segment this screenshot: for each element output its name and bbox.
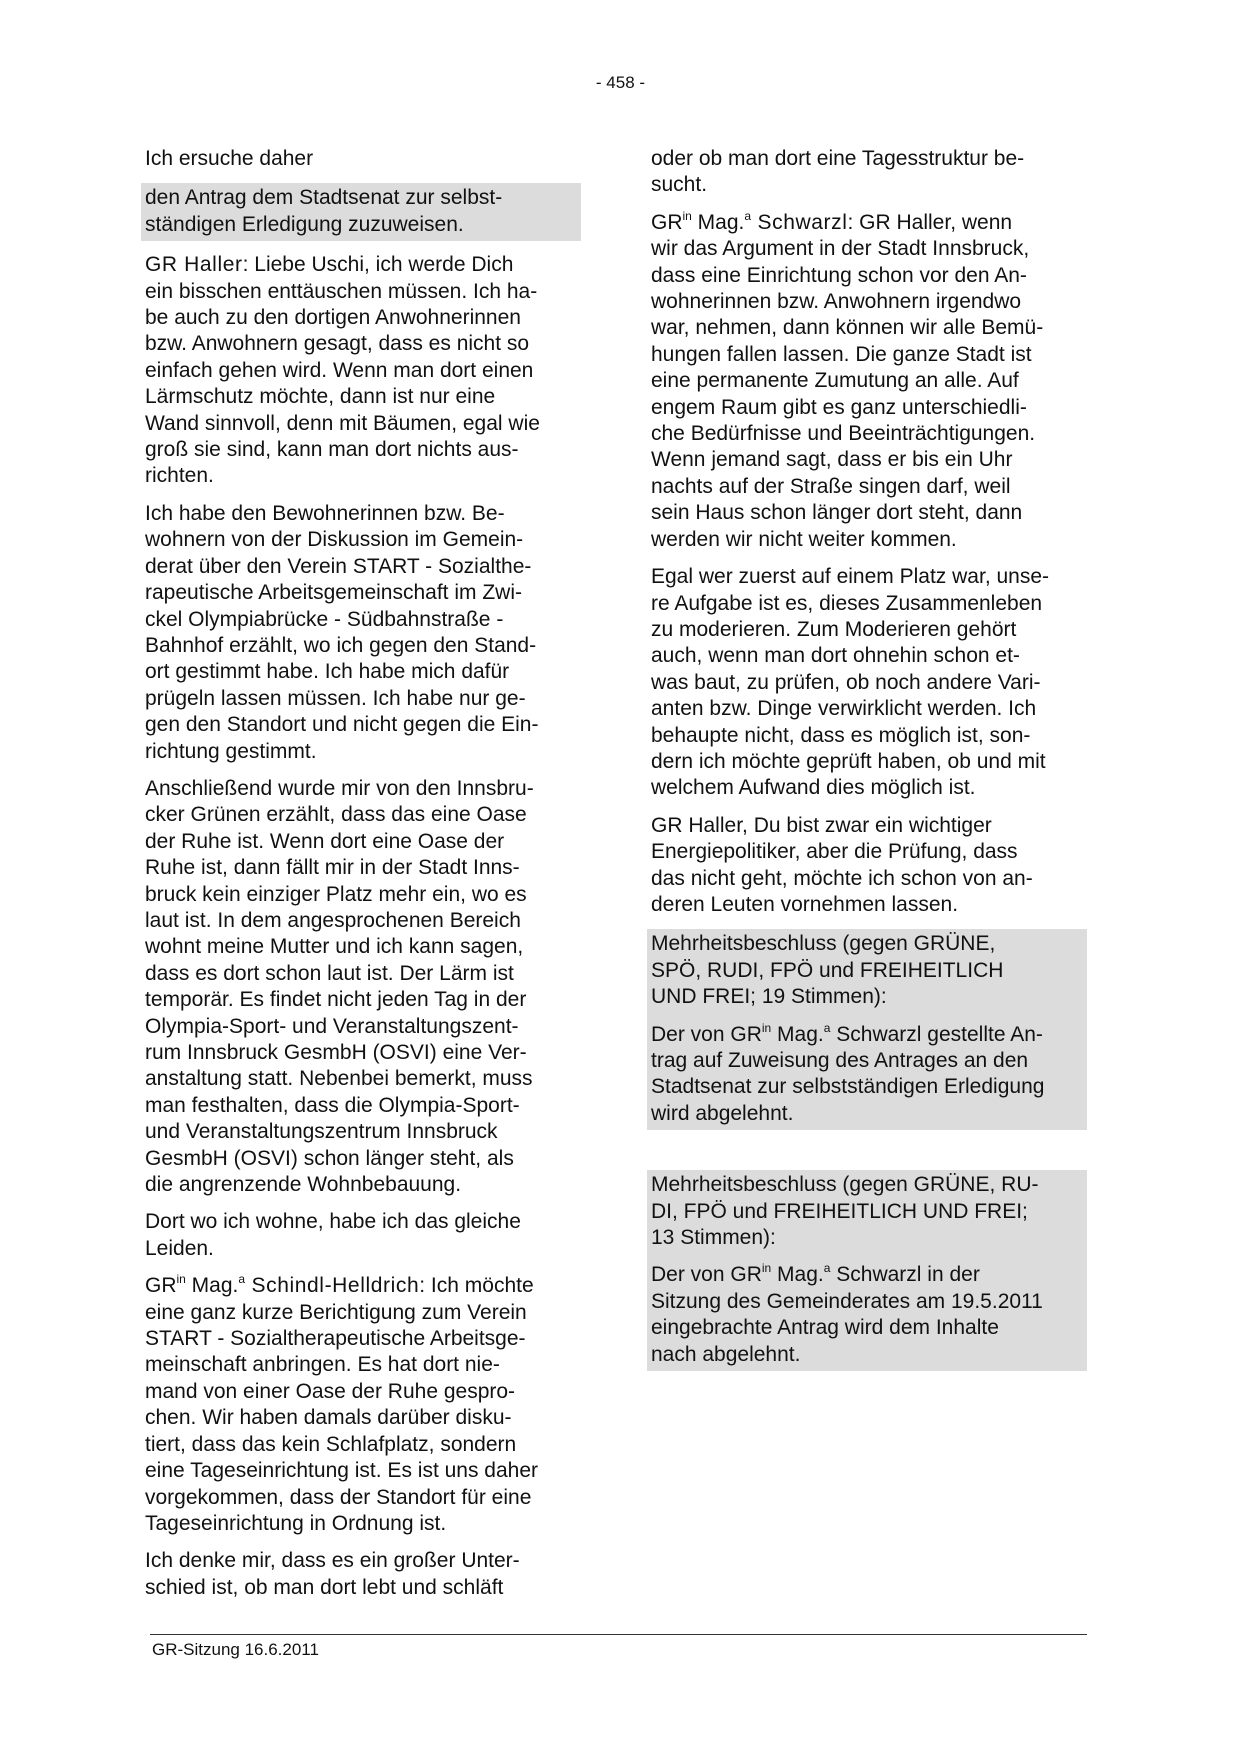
title-sup: in — [682, 208, 692, 223]
text-line: sein Haus schon länger dort steht, dann — [651, 501, 1023, 525]
text-line: UND FREI; 19 Stimmen): — [651, 985, 887, 1009]
page-number: - 458 - — [595, 73, 646, 92]
text-line: eine ganz kurze Berichtigung zum Verein — [145, 1300, 527, 1324]
text-line: eine permanente Zumutung an alle. Auf — [651, 369, 1019, 393]
text-line: Sitzung des Gemeinderates am 19.5.2011 — [651, 1289, 1043, 1313]
text-line: behaupte nicht, dass es möglich ist, son- — [651, 723, 1031, 747]
title-mag: Mag. — [691, 210, 745, 234]
intro-line: Ich ersuche daher — [145, 147, 314, 170]
motion-line-1: den Antrag dem Stadtsenat zur selbst- — [145, 186, 503, 210]
text-line: groß sie sind, kann man dort nichts aus- — [145, 438, 519, 462]
text-line: was baut, zu prüfen, ob noch andere Vari- — [651, 670, 1041, 694]
text-line: richten. — [145, 464, 214, 488]
text-line: war, nehmen, dann können wir alle Bemü- — [651, 316, 1044, 340]
left-column — [145, 146, 581, 1612]
footer-divider — [150, 1634, 1087, 1635]
text-line: ein bisschen enttäuschen müssen. Ich ha- — [145, 279, 538, 303]
spacer — [651, 1130, 1087, 1170]
text-line: : GR Haller, wenn — [847, 210, 1013, 234]
text-line: Wenn jemand sagt, dass er bis ein Uhr — [651, 448, 1013, 472]
text-line: Tageseinrichtung in Ordnung ist. — [145, 1511, 447, 1535]
text-line: laut ist. In dem angesprochenen Bereich — [145, 908, 521, 932]
text-line: 13 Stimmen): — [651, 1226, 776, 1250]
title-sup: in — [761, 1020, 772, 1035]
decision-box-2 — [647, 1170, 1087, 1371]
haller-speech — [145, 252, 581, 490]
text-part: Mag. — [771, 1022, 824, 1046]
paragraph — [145, 501, 581, 765]
text-line: Mehrheitsbeschluss (gegen GRÜNE, — [651, 932, 996, 956]
text-part: Schwarzl gestellte An- — [830, 1022, 1043, 1046]
text-line: Ich denke mir, dass es ein großer Unter- — [145, 1549, 520, 1573]
text-line: Stadtsenat zur selbstständigen Erledigung — [651, 1075, 1045, 1099]
text-line: einfach gehen wird. Wenn man dort einen — [145, 358, 534, 382]
text-line: SPÖ, RUDI, FPÖ und FREIHEITLICH — [651, 958, 1004, 982]
text-line: ckel Olympiabrücke - Südbahnstraße - — [145, 607, 504, 631]
paragraph — [145, 1548, 581, 1601]
text-line: deren Leuten vornehmen lassen. — [651, 892, 959, 916]
text-line: meinschaft anbringen. Es hat dort nie- — [145, 1353, 500, 1377]
text-line: auch, wenn man dort ohnehin schon et- — [651, 644, 1020, 668]
text-line: richtung gestimmt. — [145, 739, 317, 763]
title-sup: in — [176, 1272, 186, 1287]
paragraph — [651, 146, 1087, 199]
text-line: dass eine Einrichtung schon vor den An- — [651, 263, 1027, 287]
text-line: derat über den Verein START - Sozialthe- — [145, 554, 532, 578]
text-line: Leiden. — [145, 1236, 214, 1260]
paragraph — [145, 776, 581, 1199]
text-line: zu moderieren. Zum Moderieren gehört — [651, 617, 1017, 641]
text-line: sucht. — [651, 173, 708, 197]
text-line: oder ob man dort eine Tagesstruktur be- — [651, 147, 1025, 170]
text-line: re Aufgabe ist es, dieses Zusammenleben — [651, 591, 1043, 615]
text-line: be auch zu den dortigen Anwohnerinnen — [145, 306, 521, 330]
text-line: vorgekommen, dass der Standort für eine — [145, 1485, 532, 1509]
paragraph — [651, 813, 1087, 919]
speaker-name: Schwarzl — [751, 210, 848, 234]
text-line: temporär. Es findet nicht jeden Tag in der — [145, 988, 527, 1012]
text-part: Der von GR — [651, 1263, 762, 1287]
motion-text — [145, 185, 577, 238]
text-line: Bahnhof erzählt, wo ich gegen den Stand- — [145, 633, 537, 657]
title-sup: a — [744, 208, 752, 223]
text-line: Anschließend wurde mir von den Innsbru- — [145, 776, 534, 800]
text-line: mand von einer Oase der Ruhe gespro- — [145, 1379, 516, 1403]
text-line: bruck kein einziger Platz mehr ein, wo es — [145, 882, 527, 906]
text-line: die angrenzende Wohnbebauung. — [145, 1173, 462, 1197]
text-line: werden wir nicht weiter kommen. — [651, 527, 957, 551]
text-part: Schwarzl in der — [830, 1263, 980, 1287]
speaker-name: GR Haller — [145, 253, 243, 277]
text-line: wir das Argument in der Stadt Innsbruck, — [651, 237, 1030, 261]
schindl-speech — [145, 1273, 581, 1537]
text-line: Egal wer zuerst auf einem Platz war, unse- — [651, 565, 1050, 589]
text-line: hungen fallen lassen. Die ganze Stadt ist — [651, 342, 1032, 366]
text-line: trag auf Zuweisung des Antrages an den — [651, 1049, 1029, 1072]
text-line: GesmbH (OSVI) schon länger steht, als — [145, 1146, 514, 1170]
text-line: prügeln lassen müssen. Ich habe nur ge- — [145, 686, 526, 710]
text-line: das nicht geht, möchte ich schon von an- — [651, 866, 1033, 890]
decision-box-1 — [647, 929, 1087, 1130]
title-sup: a — [823, 1261, 831, 1276]
text-line: tiert, dass das kein Schlafplatz, sondern — [145, 1432, 517, 1456]
text-line: eine Tageseinrichtung ist. Es ist uns daher — [145, 1459, 539, 1483]
schwarzl-speech — [651, 210, 1087, 553]
text-line: anstaltung statt. Nebenbei bemerkt, muss — [145, 1067, 533, 1091]
text-line: Lärmschutz möchte, dann ist nur eine — [145, 385, 496, 409]
text-line: nach abgelehnt. — [651, 1342, 801, 1366]
text-line: : Ich möchte — [419, 1274, 534, 1298]
text-line: bzw. Anwohnern gesagt, dass es nicht so — [145, 332, 530, 356]
text-part: Mag. — [771, 1263, 824, 1287]
decision-text — [651, 1262, 1083, 1368]
text-line: chen. Wir haben damals darüber disku- — [145, 1406, 512, 1430]
text-line: eingebrachte Antrag wird dem Inhalte — [651, 1316, 999, 1340]
vote-result — [651, 1172, 1083, 1251]
text-line: anten bzw. Dinge verwirklicht werden. Ich — [651, 697, 1037, 721]
text-line: wohnerinnen bzw. Anwohnern irgendwo — [651, 290, 1022, 314]
text-part: Der von GR — [651, 1022, 762, 1046]
vote-result — [651, 931, 1083, 1010]
text-line: rapeutische Arbeitsgemeinschaft im Zwi- — [145, 581, 522, 605]
text-line: ort gestimmt habe. Ich habe mich dafür — [145, 660, 510, 684]
title-gr: GR — [651, 210, 683, 234]
text-line: Wand sinnvoll, denn mit Bäumen, egal wie — [145, 411, 540, 435]
text-line: welchem Aufwand dies möglich ist. — [651, 776, 976, 800]
right-column — [651, 146, 1087, 1371]
text-line: rum Innsbruck GesmbH (OSVI) eine Ver- — [145, 1041, 527, 1064]
text-line: START - Sozialtherapeutische Arbeitsge- — [145, 1327, 526, 1351]
title-sup: in — [761, 1261, 772, 1276]
text-line: nachts auf der Straße singen darf, weil — [651, 474, 1011, 498]
text-line: wohnt meine Mutter und ich kann sagen, — [145, 935, 524, 959]
text-line: schied ist, ob man dort lebt und schläft — [145, 1575, 504, 1599]
text-line: man festhalten, dass die Olympia-Sport- — [145, 1093, 520, 1117]
paragraph — [145, 1209, 581, 1262]
text-line: engem Raum gibt es ganz unterschiedli- — [651, 395, 1027, 419]
text-line: : Liebe Uschi, ich werde Dich — [242, 253, 514, 277]
text-line: dern ich möchte geprüft haben, ob und mit — [651, 749, 1046, 773]
speaker-name: Schindl-Helldrich — [245, 1274, 420, 1298]
title-sup: a — [238, 1272, 246, 1287]
footer-session-date: GR-Sitzung 16.6.2011 — [152, 1640, 319, 1659]
text-line: der Ruhe ist. Wenn dort eine Oase der — [145, 829, 505, 853]
text-line: GR Haller, Du bist zwar ein wichtiger — [651, 813, 992, 837]
text-line: Olympia-Sport- und Veranstaltungszent- — [145, 1014, 519, 1038]
text-line: wird abgelehnt. — [651, 1101, 794, 1125]
text-line: Energiepolitiker, aber die Prüfung, dass — [651, 840, 1018, 864]
text-line: gen den Standort und nicht gegen die Ein- — [145, 713, 539, 737]
text-line: che Bedürfnisse und Beeinträchtigungen. — [651, 422, 1036, 446]
text-line: Ruhe ist, dann fällt mir in der Stadt Inns- — [145, 856, 520, 880]
title-gr: GR — [145, 1274, 177, 1298]
text-line: und Veranstaltungszentrum Innsbruck — [145, 1120, 498, 1144]
motion-line-2: ständigen Erledigung zuzuweisen. — [145, 212, 464, 236]
text-line: DI, FPÖ und FREIHEITLICH UND FREI; — [651, 1199, 1028, 1223]
title-sup: a — [823, 1020, 831, 1035]
text-line: cker Grünen erzählt, dass das eine Oase — [145, 803, 527, 827]
decision-text — [651, 1022, 1083, 1128]
text-line: Mehrheitsbeschluss (gegen GRÜNE, RU- — [651, 1173, 1039, 1197]
text-line: Dort wo ich wohne, habe ich das gleiche — [145, 1210, 521, 1234]
paragraph — [651, 564, 1087, 802]
title-mag: Mag. — [185, 1274, 239, 1298]
text-line: dass es dort schon laut ist. Der Lärm ist — [145, 961, 514, 985]
motion-box — [141, 183, 581, 241]
text-line: wohnern von der Diskussion im Gemein- — [145, 528, 524, 552]
text-line: Ich habe den Bewohnerinnen bzw. Be- — [145, 501, 505, 525]
